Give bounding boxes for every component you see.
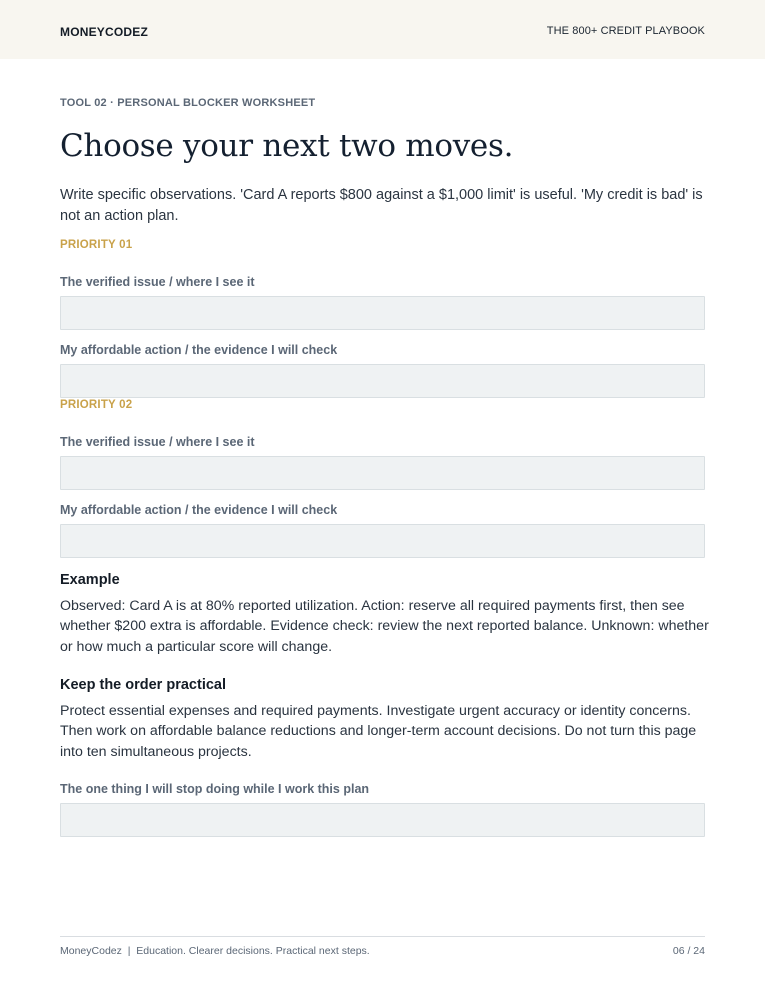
example-heading: Example	[60, 572, 120, 588]
priority-02-issue-label: The verified issue / where I see it	[60, 435, 255, 449]
section-eyebrow: TOOL 02 · PERSONAL BLOCKER WORKSHEET	[60, 97, 316, 109]
page-number: 06 / 24	[672, 945, 705, 957]
footer-tagline	[60, 945, 370, 957]
priority-01-issue-field[interactable]	[60, 296, 705, 330]
priority-01-issue-label: The verified issue / where I see it	[60, 275, 255, 289]
priority-01-action-label: My affordable action / the evidence I will check	[60, 343, 338, 357]
footer-divider	[60, 936, 705, 937]
priority-02-action-label: My affordable action / the evidence I will check	[60, 503, 338, 517]
footer-tagline-text: MoneyCodez | Education. Clearer decisions. Practical next steps.	[60, 945, 370, 957]
intro-text: Write specific observations. 'Card A reports $800 against a $1,000 limit' is useful. 'My credit is bad' is not an action plan.	[60, 187, 703, 224]
page-title: Choose your next two moves.	[60, 128, 514, 164]
brand-logo-text: MONEYCODEZ	[60, 25, 149, 39]
example-text: Observed: Card A is at 80% reported utilization. Action: reserve all required payments first, then see whether $200 extra is affordable. Evidence check: review the next reported balance. Unknown: whether or how much a particular score will change.	[60, 598, 709, 655]
header-bar	[0, 0, 765, 59]
order-text: Protect essential expenses and required payments. Investigate urgent accuracy or identity concerns. Then work on affordable balance reductions and longer-term account decisions. Do not turn this page into ten simultaneous projects.	[60, 703, 697, 760]
priority-02-issue-field[interactable]	[60, 456, 705, 490]
priority-01-action-field[interactable]	[60, 364, 705, 398]
order-heading: Keep the order practical	[60, 677, 226, 693]
priority-01-label: PRIORITY 01	[60, 239, 133, 251]
stop-doing-field[interactable]	[60, 803, 705, 837]
priority-02-label: PRIORITY 02	[60, 399, 133, 411]
book-title: THE 800+ CREDIT PLAYBOOK	[546, 25, 705, 37]
priority-02-action-field[interactable]	[60, 524, 705, 558]
stop-doing-label: The one thing I will stop doing while I work this plan	[60, 782, 370, 796]
